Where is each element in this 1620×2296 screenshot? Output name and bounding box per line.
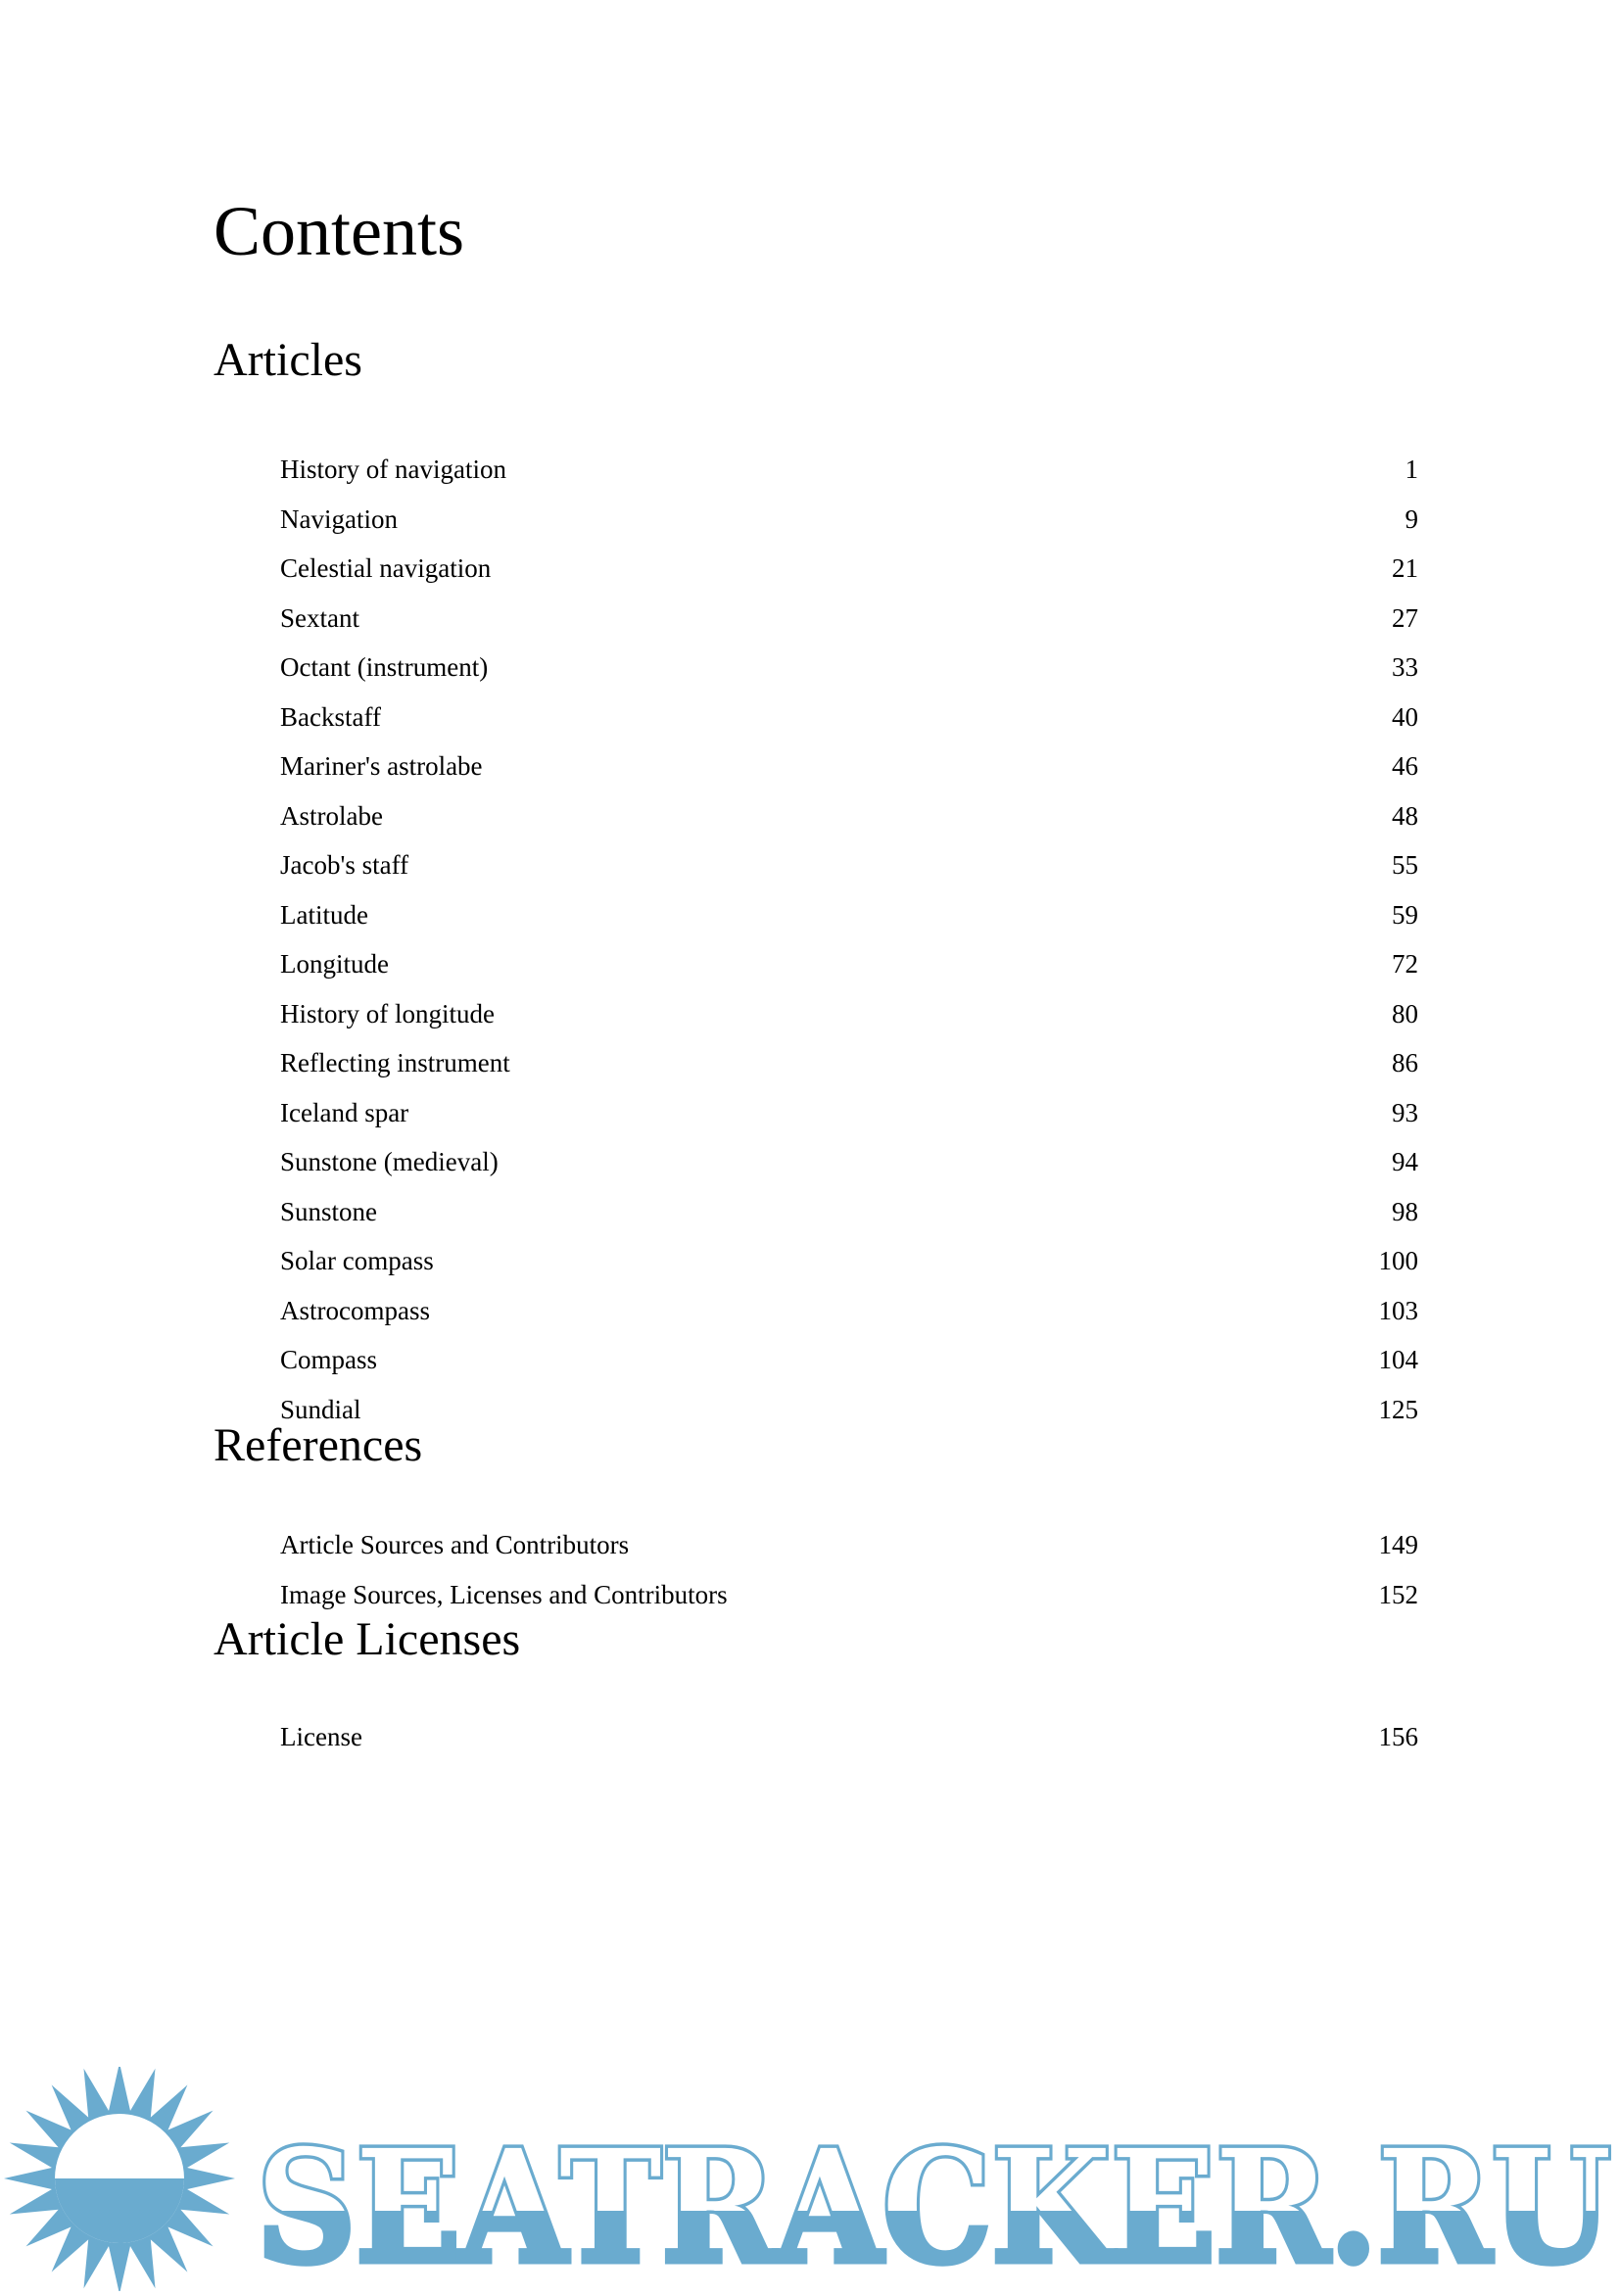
toc-entry[interactable] [214, 1712, 1418, 1762]
toc-entry[interactable] [214, 693, 1418, 742]
toc-entry[interactable] [214, 445, 1418, 495]
toc-entry-page: 72 [1392, 949, 1418, 979]
toc-entry-title: History of longitude [280, 998, 495, 1028]
toc-entry[interactable] [214, 1520, 1418, 1570]
toc-entry-page: 27 [1392, 602, 1418, 633]
toc-entry-title: Iceland spar [280, 1097, 409, 1127]
toc-entry-page: 1 [1405, 454, 1418, 484]
toc-entry-title: Celestial navigation [280, 553, 492, 583]
toc-entry-title: Astrolabe [280, 800, 383, 831]
toc-entry-page: 9 [1405, 503, 1418, 534]
toc-entry-title: Sundial [280, 1394, 361, 1424]
toc-entry-title: Compass [280, 1345, 378, 1374]
toc-entry[interactable] [214, 495, 1418, 545]
toc-entry-page: 152 [1378, 1579, 1418, 1609]
toc-entry-page: 98 [1392, 1196, 1418, 1226]
toc-entry-page: 94 [1392, 1147, 1418, 1176]
toc-entry[interactable] [214, 989, 1418, 1039]
toc-entry-page: 59 [1392, 899, 1418, 930]
toc-entry-page: 80 [1392, 998, 1418, 1028]
toc-entry-page: 103 [1378, 1295, 1418, 1325]
toc-entry[interactable] [214, 1038, 1418, 1088]
toc-entry-page: 156 [1378, 1722, 1418, 1751]
toc-entry[interactable] [214, 1335, 1418, 1385]
toc-entry-page: 40 [1392, 701, 1418, 732]
toc-list-licenses [214, 1712, 1418, 1762]
toc-entry-title: Longitude [280, 949, 389, 979]
toc-entry-title: Astrocompass [280, 1295, 430, 1325]
toc-entry-title: Reflecting instrument [280, 1048, 510, 1077]
toc-entry-title: Sunstone (medieval) [280, 1147, 499, 1176]
toc-entry-page: 48 [1392, 800, 1418, 831]
toc-entry[interactable] [214, 840, 1418, 890]
section-licenses [214, 1612, 1418, 1762]
section-references [214, 1418, 1418, 1619]
toc-entry-page: 149 [1378, 1530, 1418, 1559]
toc-entry-title: Article Sources and Contributors [280, 1530, 630, 1559]
section-heading-licenses: Article Licenses [214, 1613, 521, 1665]
toc-entry-title: Solar compass [280, 1246, 434, 1275]
sun-icon [4, 2067, 235, 2291]
toc-entry[interactable] [214, 1088, 1418, 1138]
toc-entry-page: 100 [1378, 1246, 1418, 1275]
watermark-logo [0, 2067, 1620, 2291]
toc-entry-title: Jacob's staff [280, 850, 409, 880]
toc-entry-title: Octant (instrument) [280, 652, 489, 682]
toc-entry[interactable] [214, 544, 1418, 594]
toc-entry[interactable] [214, 643, 1418, 693]
toc-entry[interactable] [214, 741, 1418, 791]
section-heading-articles: Articles [214, 334, 362, 386]
watermark-text: SEATRACKER.RU [257, 2117, 1611, 2291]
toc-entry-page: 104 [1378, 1345, 1418, 1374]
toc-entry[interactable] [214, 594, 1418, 644]
toc-entry-title: Sunstone [280, 1196, 378, 1226]
toc-entry-page: 21 [1392, 553, 1418, 583]
toc-entry-title: History of navigation [280, 454, 506, 484]
toc-entry-title: Backstaff [280, 701, 381, 732]
toc-entry[interactable] [214, 1236, 1418, 1286]
toc-entry[interactable] [214, 1286, 1418, 1336]
toc-entry[interactable] [214, 939, 1418, 989]
toc-entry-title: Mariner's astrolabe [280, 751, 483, 781]
toc-entry-title: Latitude [280, 899, 368, 930]
toc-entry-page: 33 [1392, 652, 1418, 682]
toc-entry[interactable] [214, 791, 1418, 841]
toc-entry-title: Sextant [280, 602, 359, 633]
toc-list-articles [214, 445, 1418, 1434]
toc-entry-page: 46 [1392, 751, 1418, 781]
toc-entry-page: 86 [1392, 1048, 1418, 1077]
toc-entry-page: 125 [1378, 1394, 1418, 1424]
toc-entry-title: Image Sources, Licenses and Contributors [280, 1579, 728, 1609]
toc-entry[interactable] [214, 1137, 1418, 1187]
toc-entry-title: License [280, 1722, 362, 1751]
toc-list-references [214, 1520, 1418, 1619]
toc-entry-title: Navigation [280, 503, 398, 534]
toc-entry-page: 55 [1392, 850, 1418, 880]
section-articles [214, 333, 1418, 1434]
toc-entry[interactable] [214, 890, 1418, 940]
section-heading-references: References [214, 1419, 423, 1471]
toc-entry[interactable] [214, 1187, 1418, 1237]
toc-entry-page: 93 [1392, 1097, 1418, 1127]
page-title: Contents [214, 192, 465, 270]
